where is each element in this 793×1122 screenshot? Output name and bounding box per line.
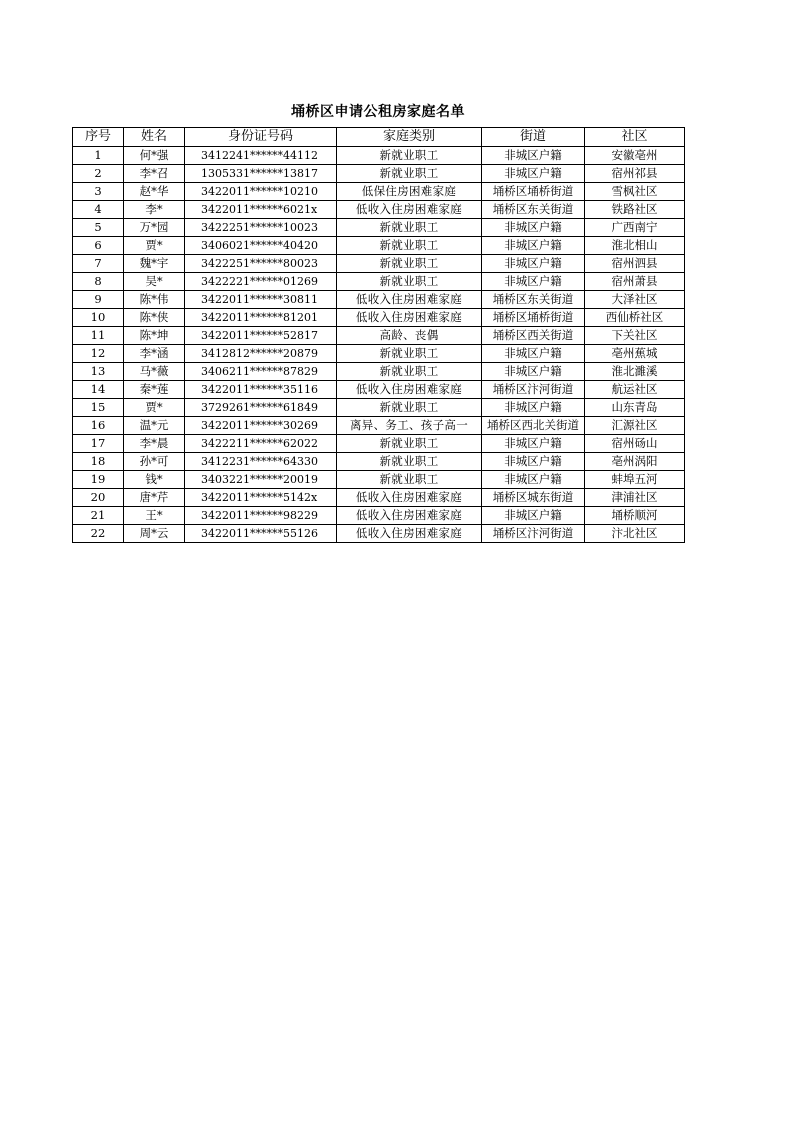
cell-name: 温*元 [124, 417, 185, 435]
cell-id-number: 3422221******01269 [185, 273, 337, 291]
cell-community: 铁路社区 [585, 201, 685, 219]
cell-name: 贾* [124, 237, 185, 255]
cell-name: 何*强 [124, 147, 185, 165]
cell-id-number: 3422011******52817 [185, 327, 337, 345]
cell-id-number: 3422011******30811 [185, 291, 337, 309]
table-body [73, 147, 685, 543]
cell-id-number: 3422211******62022 [185, 435, 337, 453]
cell-street: 埇桥区埇桥街道 [482, 183, 585, 201]
cell-id-number: 3422011******55126 [185, 525, 337, 543]
cell-index: 12 [73, 345, 124, 363]
table-row [73, 507, 685, 525]
cell-index: 19 [73, 471, 124, 489]
cell-street: 埇桥区埇桥街道 [482, 309, 585, 327]
cell-id-number: 3422011******30269 [185, 417, 337, 435]
table-row [73, 237, 685, 255]
cell-index: 8 [73, 273, 124, 291]
cell-street: 非城区户籍 [482, 237, 585, 255]
cell-name: 万*园 [124, 219, 185, 237]
cell-id-number: 3412231******64330 [185, 453, 337, 471]
table-row [73, 327, 685, 345]
table-row [73, 273, 685, 291]
cell-id-number: 3422011******35116 [185, 381, 337, 399]
cell-street: 非城区户籍 [482, 363, 585, 381]
table-row [73, 345, 685, 363]
cell-family-category: 低收入住房困难家庭 [337, 291, 482, 309]
cell-index: 5 [73, 219, 124, 237]
cell-community: 汴北社区 [585, 525, 685, 543]
cell-community: 汇源社区 [585, 417, 685, 435]
table-row [73, 291, 685, 309]
table-row [73, 363, 685, 381]
table-row [73, 471, 685, 489]
cell-community: 下关社区 [585, 327, 685, 345]
cell-id-number: 3406211******87829 [185, 363, 337, 381]
cell-family-category: 低收入住房困难家庭 [337, 309, 482, 327]
cell-community: 亳州涡阳 [585, 453, 685, 471]
cell-community: 广西南宁 [585, 219, 685, 237]
cell-street: 埇桥区东关街道 [482, 201, 585, 219]
cell-family-category: 新就业职工 [337, 165, 482, 183]
cell-community: 安徽亳州 [585, 147, 685, 165]
cell-index: 3 [73, 183, 124, 201]
cell-id-number: 3412812******20879 [185, 345, 337, 363]
table-row [73, 255, 685, 273]
cell-index: 2 [73, 165, 124, 183]
cell-name: 李*涵 [124, 345, 185, 363]
cell-street: 非城区户籍 [482, 453, 585, 471]
table-row [73, 489, 685, 507]
cell-family-category: 新就业职工 [337, 435, 482, 453]
cell-id-number: 3422011******98229 [185, 507, 337, 525]
cell-name: 陈*坤 [124, 327, 185, 345]
cell-community: 山东青岛 [585, 399, 685, 417]
cell-street: 埇桥区汴河街道 [482, 525, 585, 543]
cell-id-number: 3422011******10210 [185, 183, 337, 201]
cell-name: 魏*宇 [124, 255, 185, 273]
cell-family-category: 新就业职工 [337, 345, 482, 363]
column-header-index: 序号 [73, 128, 124, 147]
cell-street: 非城区户籍 [482, 399, 585, 417]
table-row [73, 417, 685, 435]
cell-family-category: 低收入住房困难家庭 [337, 381, 482, 399]
applicant-table [72, 127, 685, 543]
cell-family-category: 新就业职工 [337, 255, 482, 273]
cell-family-category: 新就业职工 [337, 147, 482, 165]
cell-name: 赵*华 [124, 183, 185, 201]
cell-community: 西仙桥社区 [585, 309, 685, 327]
cell-id-number: 3422251******10023 [185, 219, 337, 237]
table-row [73, 219, 685, 237]
cell-family-category: 新就业职工 [337, 453, 482, 471]
cell-community: 雪枫社区 [585, 183, 685, 201]
table-row [73, 183, 685, 201]
cell-community: 淮北相山 [585, 237, 685, 255]
cell-street: 埇桥区西北关街道 [482, 417, 585, 435]
cell-index: 10 [73, 309, 124, 327]
cell-community: 宿州祁县 [585, 165, 685, 183]
cell-street: 埇桥区西关街道 [482, 327, 585, 345]
cell-family-category: 低收入住房困难家庭 [337, 525, 482, 543]
cell-family-category: 低收入住房困难家庭 [337, 201, 482, 219]
cell-id-number: 3406021******40420 [185, 237, 337, 255]
cell-name: 钱* [124, 471, 185, 489]
cell-index: 1 [73, 147, 124, 165]
cell-id-number: 1305331******13817 [185, 165, 337, 183]
cell-name: 贾* [124, 399, 185, 417]
cell-id-number: 3422011******81201 [185, 309, 337, 327]
cell-street: 非城区户籍 [482, 471, 585, 489]
cell-name: 马*薇 [124, 363, 185, 381]
cell-family-category: 新就业职工 [337, 273, 482, 291]
cell-id-number: 3422011******5142x [185, 489, 337, 507]
cell-family-category: 离异、务工、孩子高一 [337, 417, 482, 435]
cell-family-category: 高龄、丧偶 [337, 327, 482, 345]
cell-street: 非城区户籍 [482, 165, 585, 183]
cell-index: 15 [73, 399, 124, 417]
cell-index: 11 [73, 327, 124, 345]
cell-street: 埇桥区城东街道 [482, 489, 585, 507]
cell-index: 13 [73, 363, 124, 381]
table-row [73, 381, 685, 399]
cell-index: 4 [73, 201, 124, 219]
cell-street: 非城区户籍 [482, 507, 585, 525]
cell-name: 李* [124, 201, 185, 219]
cell-index: 9 [73, 291, 124, 309]
cell-name: 唐*芹 [124, 489, 185, 507]
cell-index: 14 [73, 381, 124, 399]
cell-community: 宿州泗县 [585, 255, 685, 273]
cell-index: 7 [73, 255, 124, 273]
cell-name: 孙*可 [124, 453, 185, 471]
table-row [73, 453, 685, 471]
cell-street: 非城区户籍 [482, 273, 585, 291]
cell-family-category: 新就业职工 [337, 237, 482, 255]
cell-id-number: 3412241******44112 [185, 147, 337, 165]
cell-community: 大泽社区 [585, 291, 685, 309]
table-row [73, 435, 685, 453]
column-header-family-category: 家庭类别 [337, 128, 482, 147]
table-row [73, 525, 685, 543]
table-header-row [73, 128, 685, 147]
cell-index: 18 [73, 453, 124, 471]
cell-name: 周*云 [124, 525, 185, 543]
cell-family-category: 新就业职工 [337, 363, 482, 381]
cell-family-category: 低保住房困难家庭 [337, 183, 482, 201]
table-row [73, 201, 685, 219]
cell-family-category: 新就业职工 [337, 399, 482, 417]
cell-name: 陈*侠 [124, 309, 185, 327]
cell-family-category: 低收入住房困难家庭 [337, 507, 482, 525]
cell-street: 埇桥区东关街道 [482, 291, 585, 309]
table-row [73, 165, 685, 183]
cell-street: 非城区户籍 [482, 147, 585, 165]
column-header-id-number: 身份证号码 [185, 128, 337, 147]
cell-family-category: 新就业职工 [337, 219, 482, 237]
column-header-street: 街道 [482, 128, 585, 147]
table-row [73, 309, 685, 327]
cell-community: 淮北濉溪 [585, 363, 685, 381]
cell-name: 李*召 [124, 165, 185, 183]
table-row [73, 147, 685, 165]
cell-id-number: 3729261******61849 [185, 399, 337, 417]
cell-name: 吴* [124, 273, 185, 291]
cell-street: 非城区户籍 [482, 345, 585, 363]
cell-id-number: 3403221******20019 [185, 471, 337, 489]
cell-street: 非城区户籍 [482, 219, 585, 237]
page-title: 埇桥区申请公租房家庭名单 [291, 104, 465, 120]
cell-index: 20 [73, 489, 124, 507]
cell-street: 非城区户籍 [482, 435, 585, 453]
cell-index: 22 [73, 525, 124, 543]
cell-name: 李*晨 [124, 435, 185, 453]
cell-name: 陈*伟 [124, 291, 185, 309]
column-header-community: 社区 [585, 128, 685, 147]
cell-family-category: 新就业职工 [337, 471, 482, 489]
cell-community: 蚌埠五河 [585, 471, 685, 489]
cell-street: 埇桥区汴河街道 [482, 381, 585, 399]
cell-name: 王* [124, 507, 185, 525]
cell-community: 宿州砀山 [585, 435, 685, 453]
cell-community: 宿州萧县 [585, 273, 685, 291]
cell-index: 6 [73, 237, 124, 255]
cell-community: 津浦社区 [585, 489, 685, 507]
cell-street: 非城区户籍 [482, 255, 585, 273]
cell-name: 秦*莲 [124, 381, 185, 399]
table-row [73, 399, 685, 417]
cell-index: 21 [73, 507, 124, 525]
cell-index: 16 [73, 417, 124, 435]
cell-id-number: 3422251******80023 [185, 255, 337, 273]
column-header-name: 姓名 [124, 128, 185, 147]
cell-community: 航运社区 [585, 381, 685, 399]
cell-family-category: 低收入住房困难家庭 [337, 489, 482, 507]
cell-index: 17 [73, 435, 124, 453]
cell-id-number: 3422011******6021x [185, 201, 337, 219]
cell-community: 亳州蕉城 [585, 345, 685, 363]
cell-community: 埇桥顺河 [585, 507, 685, 525]
